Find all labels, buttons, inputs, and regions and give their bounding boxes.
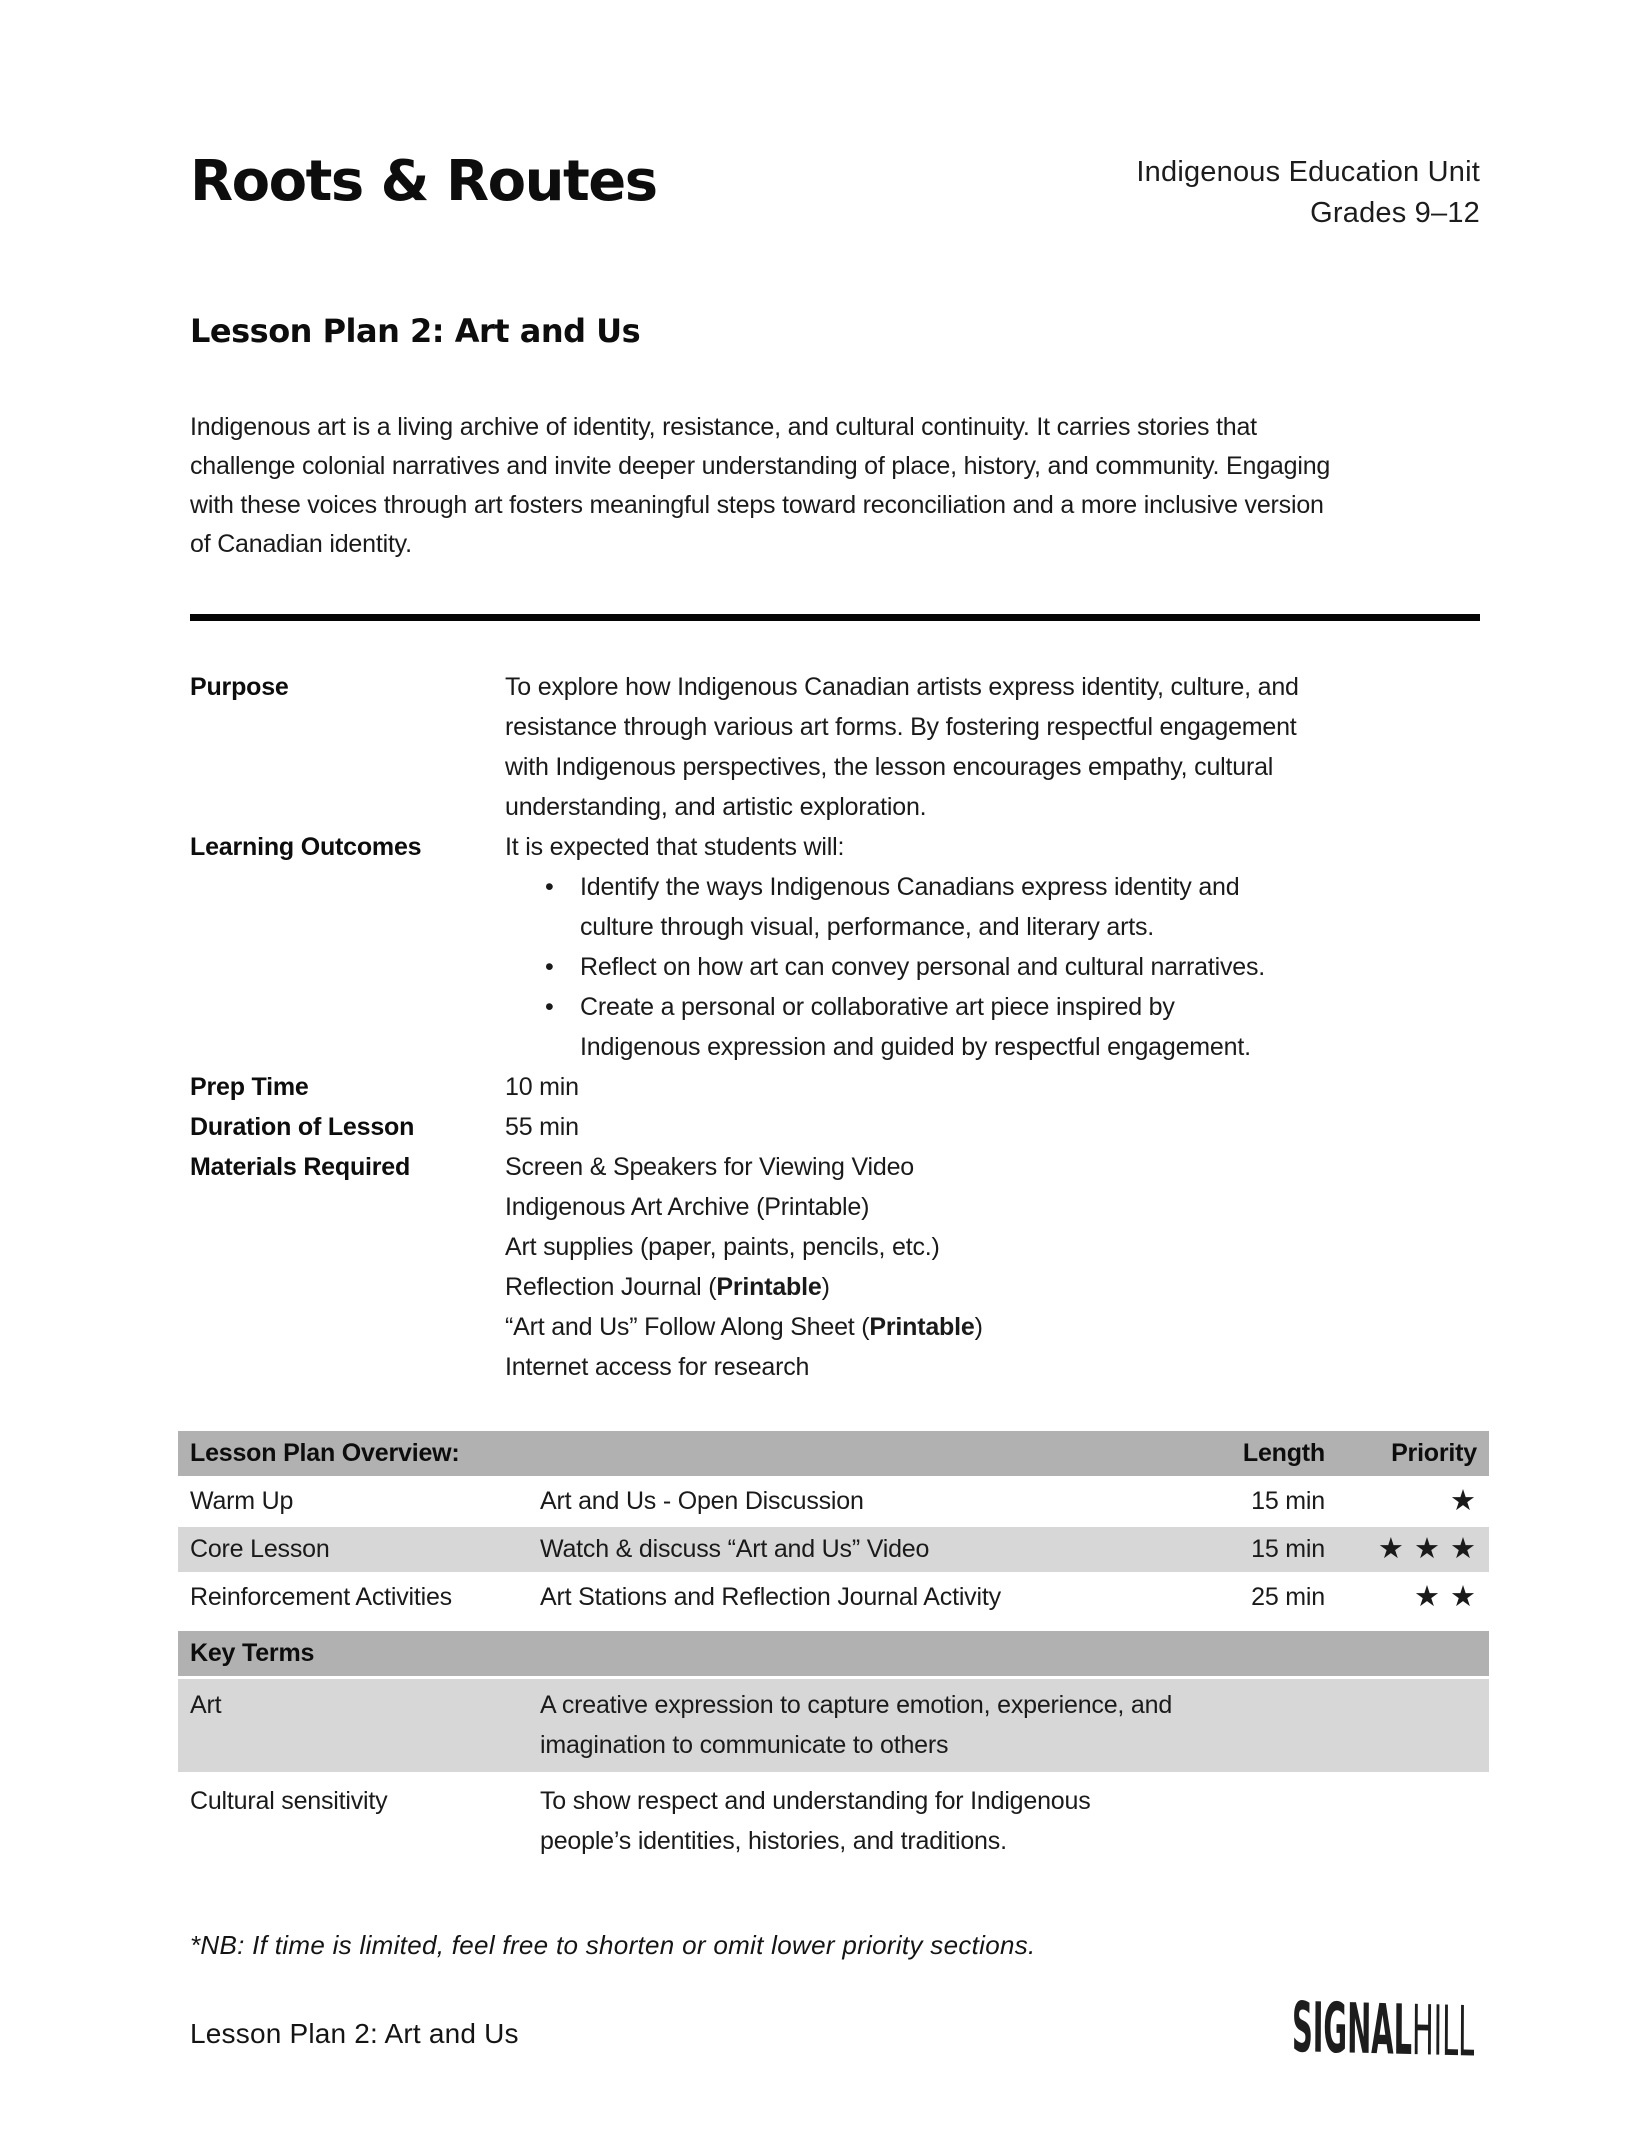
section-length: 15 min [1251, 1535, 1325, 1563]
overview-table [178, 1431, 1489, 1623]
overview-table-title: Lesson Plan Overview: [190, 1439, 460, 1467]
section-length: 25 min [1251, 1583, 1325, 1611]
priority-stars: ★ ★ ★ [1377, 1533, 1477, 1565]
purpose-text: To explore how Indigenous Canadian artists express identity, culture, and resistance through various art forms. By fostering respectful engagement with Indigenous perspectives, the lesson encourages empathy, cultural understanding, and artistic exploration. [505, 673, 1299, 821]
purpose-label: Purpose [190, 673, 289, 701]
materials-label: Materials Required [190, 1153, 411, 1181]
prep-time-value: 10 min [505, 1073, 579, 1101]
priority-stars: ★ [1450, 1485, 1477, 1517]
outcome-item: • Identify the ways Indigenous Canadians express identity and culture through visual, performance, and literary arts. [505, 867, 1295, 947]
material-item: “Art and Us” Follow Along Sheet (Printable) [505, 1313, 983, 1341]
priority-column-header: Priority [1391, 1439, 1477, 1467]
materials-row [190, 1147, 1480, 1387]
duration-label: Duration of Lesson [190, 1113, 415, 1141]
section-length: 15 min [1251, 1487, 1325, 1515]
outcomes-bullets-row [190, 867, 1480, 1067]
material-item: Art supplies (paper, paints, pencils, etc.) [505, 1233, 940, 1261]
overview-row-reinforcement [178, 1575, 1489, 1623]
section-name: Core Lesson [190, 1535, 330, 1563]
document-header [190, 150, 1480, 234]
prep-time-row [190, 1067, 1480, 1107]
section-description: Art Stations and Reflection Journal Activity [540, 1583, 1001, 1611]
material-item: Indigenous Art Archive (Printable) [505, 1193, 870, 1221]
prep-time-label: Prep Time [190, 1073, 309, 1101]
overview-header-row [178, 1431, 1489, 1479]
outcome-item: • Create a personal or collaborative art piece inspired by Indigenous expression and guided by respectful engagement. [505, 987, 1295, 1067]
footer-page-label: Lesson Plan 2: Art and Us [190, 2018, 519, 2049]
divider-rule [190, 614, 1480, 621]
duration-row [190, 1107, 1480, 1147]
unit-grades: Grades 9–12 [1310, 197, 1480, 229]
outcomes-intro: It is expected that students will: [505, 833, 845, 861]
priority-stars: ★ ★ [1413, 1581, 1477, 1613]
section-description: Watch & discuss “Art and Us” Video [540, 1535, 930, 1563]
overview-row-core-lesson [178, 1527, 1489, 1575]
material-item: Reflection Journal (Printable) [505, 1273, 830, 1301]
signalhill-logo [1291, 1987, 1475, 2073]
logo-signal-text: SIGNAL [1291, 1987, 1412, 2071]
lesson-title: Lesson Plan 2: Art and Us [190, 312, 641, 350]
key-terms-header-row [178, 1631, 1489, 1679]
materials-list [505, 1147, 1480, 1387]
length-column-header: Length [1242, 1439, 1325, 1467]
duration-value: 55 min [505, 1113, 579, 1141]
logo-hill-text: HILL [1411, 1990, 1475, 2073]
material-item: Internet access for research [505, 1353, 810, 1381]
brand-title: Roots & Routes [190, 149, 657, 214]
key-term-definition: A creative expression to capture emotion, experience, and imagination to communicate to others [540, 1691, 1173, 1759]
intro-paragraph: Indigenous art is a living archive of identity, resistance, and cultural continuity. It carries stories that challenge colonial narratives and invite deeper understanding of place, history, and community. Engaging with these voices through art fosters meaningful steps toward reconciliation and a more inclusive version of Canadian identity. [190, 413, 1331, 558]
material-item: Screen & Speakers for Viewing Video [505, 1153, 914, 1181]
unit-name: Indigenous Education Unit [1136, 156, 1480, 188]
outcomes-row [190, 827, 1480, 867]
outcomes-label: Learning Outcomes [190, 833, 422, 861]
outcome-item: • Reflect on how art can convey personal and cultural narratives. [505, 947, 1295, 987]
document-footer [190, 1987, 1480, 2073]
lesson-details [190, 667, 1480, 1387]
key-terms-table [178, 1631, 1489, 1871]
nb-note: *NB: If time is limited, feel free to shorten or omit lower priority sections. [190, 1930, 1036, 1960]
purpose-row [190, 667, 1480, 827]
outcomes-list [505, 867, 1480, 1067]
key-term-row-cultural-sensitivity [178, 1775, 1489, 1871]
unit-info [1136, 152, 1480, 234]
spacer-cell [190, 867, 505, 1067]
section-description: Art and Us - Open Discussion [540, 1487, 864, 1515]
overview-row-warm-up [178, 1479, 1489, 1527]
key-term-definition: To show respect and understanding for Indigenous people’s identities, histories, and traditions. [540, 1787, 1091, 1855]
section-name: Warm Up [190, 1487, 294, 1515]
key-term: Cultural sensitivity [190, 1787, 388, 1815]
section-name: Reinforcement Activities [190, 1583, 452, 1611]
key-terms-title: Key Terms [190, 1639, 315, 1667]
key-term: Art [190, 1691, 222, 1719]
key-term-row-art [178, 1679, 1489, 1775]
